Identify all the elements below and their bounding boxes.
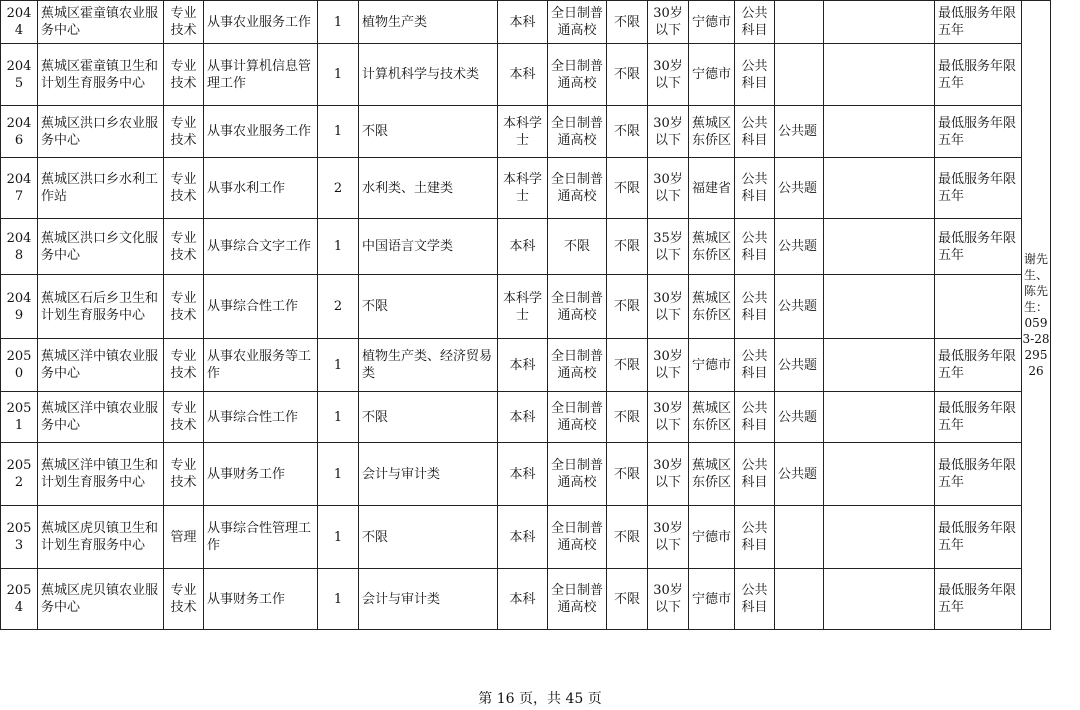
remark-cell: 最低服务年限五年 xyxy=(935,106,1022,158)
post-category-cell: 专业技术 xyxy=(164,106,204,158)
exam-question-cell: 公共题 xyxy=(775,158,824,219)
post-duty-cell: 从事农业服务工作 xyxy=(204,106,318,158)
education-requirement-cell: 本科 xyxy=(498,443,548,506)
study-mode-cell: 全日制普通高校 xyxy=(548,1,607,44)
study-mode-cell: 不限 xyxy=(548,219,607,275)
exam-subject-cell: 公共科目 xyxy=(735,44,775,106)
hire-count-cell: 1 xyxy=(318,219,359,275)
employer-unit-cell: 蕉城区石后乡卫生和计划生育服务中心 xyxy=(38,275,164,339)
major-requirement-cell: 中国语言文学类 xyxy=(359,219,498,275)
age-requirement-cell: 30岁以下 xyxy=(648,506,689,569)
household-requirement-cell: 蕉城区东侨区 xyxy=(689,106,735,158)
major-requirement-cell: 不限 xyxy=(359,392,498,443)
education-requirement-cell: 本科 xyxy=(498,339,548,392)
education-requirement-cell: 本科学士 xyxy=(498,158,548,219)
exam-subject-cell: 公共科目 xyxy=(735,158,775,219)
gender-requirement-cell: 不限 xyxy=(607,506,648,569)
household-requirement-cell: 蕉城区东侨区 xyxy=(689,219,735,275)
exam-question-cell: 公共题 xyxy=(775,443,824,506)
other-requirement-cell xyxy=(824,339,935,392)
post-duty-cell: 从事综合性管理工作 xyxy=(204,506,318,569)
remark-cell: 最低服务年限五年 xyxy=(935,44,1022,106)
hire-count-cell: 1 xyxy=(318,339,359,392)
employer-unit-cell: 蕉城区洪口乡水利工作站 xyxy=(38,158,164,219)
employer-unit-cell: 蕉城区洋中镇农业服务中心 xyxy=(38,339,164,392)
remark-cell: 最低服务年限五年 xyxy=(935,158,1022,219)
employer-unit-cell: 蕉城区霍童镇农业服务中心 xyxy=(38,1,164,44)
table-row xyxy=(1,569,1051,630)
table-row xyxy=(1,339,1051,392)
post-duty-cell: 从事财务工作 xyxy=(204,569,318,630)
exam-question-cell: 公共题 xyxy=(775,275,824,339)
post-category-cell: 专业技术 xyxy=(164,1,204,44)
exam-subject-cell: 公共科目 xyxy=(735,443,775,506)
position-id-cell: 2054 xyxy=(1,569,38,630)
major-requirement-cell: 植物生产类、经济贸易类 xyxy=(359,339,498,392)
table-row xyxy=(1,106,1051,158)
exam-question-cell: 公共题 xyxy=(775,106,824,158)
post-duty-cell: 从事农业服务等工作 xyxy=(204,339,318,392)
education-requirement-cell: 本科 xyxy=(498,1,548,44)
major-requirement-cell: 计算机科学与技术类 xyxy=(359,44,498,106)
gender-requirement-cell: 不限 xyxy=(607,443,648,506)
exam-subject-cell: 公共科目 xyxy=(735,339,775,392)
remark-cell: 最低服务年限五年 xyxy=(935,1,1022,44)
post-category-cell: 专业技术 xyxy=(164,392,204,443)
age-requirement-cell: 35岁以下 xyxy=(648,219,689,275)
age-requirement-cell: 30岁以下 xyxy=(648,44,689,106)
education-requirement-cell: 本科 xyxy=(498,219,548,275)
gender-requirement-cell: 不限 xyxy=(607,392,648,443)
post-category-cell: 专业技术 xyxy=(164,443,204,506)
post-category-cell: 专业技术 xyxy=(164,275,204,339)
position-id-cell: 2047 xyxy=(1,158,38,219)
gender-requirement-cell: 不限 xyxy=(607,44,648,106)
hire-count-cell: 2 xyxy=(318,275,359,339)
gender-requirement-cell: 不限 xyxy=(607,158,648,219)
hire-count-cell: 2 xyxy=(318,158,359,219)
household-requirement-cell: 蕉城区东侨区 xyxy=(689,443,735,506)
study-mode-cell: 全日制普通高校 xyxy=(548,443,607,506)
education-requirement-cell: 本科 xyxy=(498,392,548,443)
contact-cell: 谢先生、陈先生：0593-2829526 xyxy=(1022,1,1051,630)
post-duty-cell: 从事农业服务工作 xyxy=(204,1,318,44)
remark-cell: 最低服务年限五年 xyxy=(935,506,1022,569)
table-row xyxy=(1,1,1051,44)
table-row xyxy=(1,158,1051,219)
exam-subject-cell: 公共科目 xyxy=(735,392,775,443)
post-category-cell: 专业技术 xyxy=(164,339,204,392)
table-row xyxy=(1,443,1051,506)
hire-count-cell: 1 xyxy=(318,443,359,506)
major-requirement-cell: 不限 xyxy=(359,275,498,339)
gender-requirement-cell: 不限 xyxy=(607,275,648,339)
study-mode-cell: 全日制普通高校 xyxy=(548,275,607,339)
employer-unit-cell: 蕉城区洋中镇卫生和计划生育服务中心 xyxy=(38,443,164,506)
position-id-cell: 2051 xyxy=(1,392,38,443)
age-requirement-cell: 30岁以下 xyxy=(648,158,689,219)
exam-subject-cell: 公共科目 xyxy=(735,219,775,275)
exam-question-cell xyxy=(775,1,824,44)
age-requirement-cell: 30岁以下 xyxy=(648,569,689,630)
hire-count-cell: 1 xyxy=(318,44,359,106)
exam-question-cell xyxy=(775,506,824,569)
other-requirement-cell xyxy=(824,106,935,158)
other-requirement-cell xyxy=(824,506,935,569)
major-requirement-cell: 不限 xyxy=(359,506,498,569)
household-requirement-cell: 福建省 xyxy=(689,158,735,219)
exam-subject-cell: 公共科目 xyxy=(735,1,775,44)
remark-cell xyxy=(935,275,1022,339)
other-requirement-cell xyxy=(824,275,935,339)
post-duty-cell: 从事计算机信息管理工作 xyxy=(204,44,318,106)
exam-question-cell: 公共题 xyxy=(775,339,824,392)
post-category-cell: 专业技术 xyxy=(164,158,204,219)
household-requirement-cell: 蕉城区东侨区 xyxy=(689,392,735,443)
employer-unit-cell: 蕉城区虎贝镇卫生和计划生育服务中心 xyxy=(38,506,164,569)
other-requirement-cell xyxy=(824,158,935,219)
exam-subject-cell: 公共科目 xyxy=(735,506,775,569)
other-requirement-cell xyxy=(824,569,935,630)
position-id-cell: 2050 xyxy=(1,339,38,392)
page-number: 第 16 页，共 45 页 xyxy=(478,691,602,707)
table-row xyxy=(1,392,1051,443)
remark-cell: 最低服务年限五年 xyxy=(935,219,1022,275)
study-mode-cell: 全日制普通高校 xyxy=(548,339,607,392)
hire-count-cell: 1 xyxy=(318,106,359,158)
exam-question-cell: 公共题 xyxy=(775,219,824,275)
education-requirement-cell: 本科学士 xyxy=(498,106,548,158)
gender-requirement-cell: 不限 xyxy=(607,106,648,158)
major-requirement-cell: 会计与审计类 xyxy=(359,569,498,630)
major-requirement-cell: 会计与审计类 xyxy=(359,443,498,506)
other-requirement-cell xyxy=(824,1,935,44)
post-duty-cell: 从事综合性工作 xyxy=(204,275,318,339)
post-category-cell: 专业技术 xyxy=(164,44,204,106)
gender-requirement-cell: 不限 xyxy=(607,339,648,392)
hire-count-cell: 1 xyxy=(318,392,359,443)
employer-unit-cell: 蕉城区洋中镇农业服务中心 xyxy=(38,392,164,443)
household-requirement-cell: 宁德市 xyxy=(689,44,735,106)
exam-subject-cell: 公共科目 xyxy=(735,275,775,339)
study-mode-cell: 全日制普通高校 xyxy=(548,106,607,158)
exam-question-cell xyxy=(775,569,824,630)
position-id-cell: 2053 xyxy=(1,506,38,569)
study-mode-cell: 全日制普通高校 xyxy=(548,506,607,569)
post-duty-cell: 从事财务工作 xyxy=(204,443,318,506)
household-requirement-cell: 宁德市 xyxy=(689,569,735,630)
education-requirement-cell: 本科 xyxy=(498,44,548,106)
hire-count-cell: 1 xyxy=(318,1,359,44)
age-requirement-cell: 30岁以下 xyxy=(648,106,689,158)
gender-requirement-cell: 不限 xyxy=(607,1,648,44)
exam-question-cell: 公共题 xyxy=(775,392,824,443)
remark-cell: 最低服务年限五年 xyxy=(935,392,1022,443)
other-requirement-cell xyxy=(824,44,935,106)
household-requirement-cell: 宁德市 xyxy=(689,339,735,392)
household-requirement-cell: 宁德市 xyxy=(689,506,735,569)
remark-cell: 最低服务年限五年 xyxy=(935,443,1022,506)
other-requirement-cell xyxy=(824,443,935,506)
major-requirement-cell: 不限 xyxy=(359,106,498,158)
study-mode-cell: 全日制普通高校 xyxy=(548,158,607,219)
study-mode-cell: 全日制普通高校 xyxy=(548,44,607,106)
table-row xyxy=(1,219,1051,275)
positions-table-body xyxy=(1,1,1051,630)
employer-unit-cell: 蕉城区洪口乡农业服务中心 xyxy=(38,106,164,158)
table-row xyxy=(1,506,1051,569)
hire-count-cell: 1 xyxy=(318,569,359,630)
study-mode-cell: 全日制普通高校 xyxy=(548,569,607,630)
position-id-cell: 2045 xyxy=(1,44,38,106)
age-requirement-cell: 30岁以下 xyxy=(648,275,689,339)
education-requirement-cell: 本科 xyxy=(498,569,548,630)
position-id-cell: 2044 xyxy=(1,1,38,44)
age-requirement-cell: 30岁以下 xyxy=(648,392,689,443)
gender-requirement-cell: 不限 xyxy=(607,219,648,275)
education-requirement-cell: 本科 xyxy=(498,506,548,569)
post-category-cell: 专业技术 xyxy=(164,219,204,275)
study-mode-cell: 全日制普通高校 xyxy=(548,392,607,443)
post-duty-cell: 从事综合性工作 xyxy=(204,392,318,443)
exam-question-cell xyxy=(775,44,824,106)
exam-subject-cell: 公共科目 xyxy=(735,569,775,630)
employer-unit-cell: 蕉城区洪口乡文化服务中心 xyxy=(38,219,164,275)
age-requirement-cell: 30岁以下 xyxy=(648,339,689,392)
post-duty-cell: 从事综合文字工作 xyxy=(204,219,318,275)
employer-unit-cell: 蕉城区虎贝镇农业服务中心 xyxy=(38,569,164,630)
hire-count-cell: 1 xyxy=(318,506,359,569)
position-id-cell: 2052 xyxy=(1,443,38,506)
exam-subject-cell: 公共科目 xyxy=(735,106,775,158)
education-requirement-cell: 本科学士 xyxy=(498,275,548,339)
table-row xyxy=(1,44,1051,106)
major-requirement-cell: 水利类、土建类 xyxy=(359,158,498,219)
gender-requirement-cell: 不限 xyxy=(607,569,648,630)
remark-cell: 最低服务年限五年 xyxy=(935,339,1022,392)
age-requirement-cell: 30岁以下 xyxy=(648,443,689,506)
table-row xyxy=(1,275,1051,339)
major-requirement-cell: 植物生产类 xyxy=(359,1,498,44)
household-requirement-cell: 宁德市 xyxy=(689,1,735,44)
position-id-cell: 2048 xyxy=(1,219,38,275)
position-id-cell: 2046 xyxy=(1,106,38,158)
other-requirement-cell xyxy=(824,219,935,275)
other-requirement-cell xyxy=(824,392,935,443)
remark-cell: 最低服务年限五年 xyxy=(935,569,1022,630)
employer-unit-cell: 蕉城区霍童镇卫生和计划生育服务中心 xyxy=(38,44,164,106)
post-duty-cell: 从事水利工作 xyxy=(204,158,318,219)
post-category-cell: 专业技术 xyxy=(164,569,204,630)
post-category-cell: 管理 xyxy=(164,506,204,569)
position-id-cell: 2049 xyxy=(1,275,38,339)
household-requirement-cell: 蕉城区东侨区 xyxy=(689,275,735,339)
age-requirement-cell: 30岁以下 xyxy=(648,1,689,44)
